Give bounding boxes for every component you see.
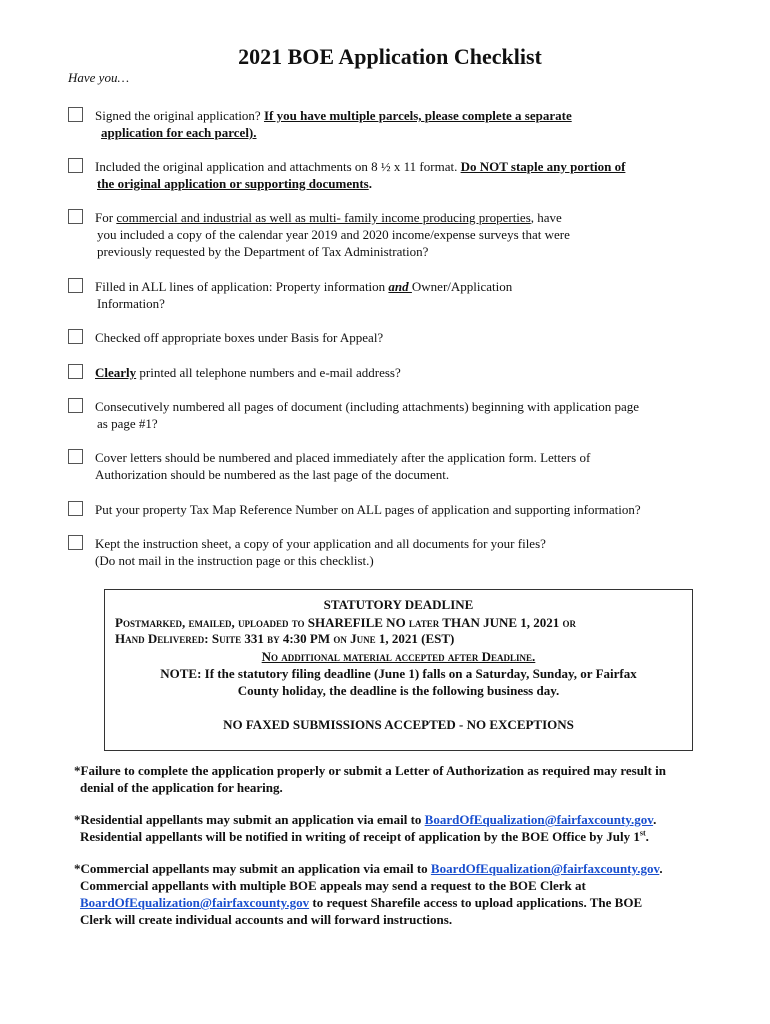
note-text: .: [653, 812, 657, 827]
checkbox[interactable]: [68, 107, 83, 122]
note-text: denial of the application for hearing.: [80, 780, 283, 795]
checkbox[interactable]: [68, 209, 83, 224]
note-text: Clerk will create individual accounts and will forward instructions.: [80, 912, 453, 927]
email-link[interactable]: BoardOfEqualization@fairfaxcounty.gov: [424, 812, 654, 827]
email-link[interactable]: BoardOfEqualization@fairfaxcounty.gov: [430, 861, 660, 876]
item-emphasis: Do NOT staple any portion of: [460, 159, 626, 174]
item-text: printed all telephone numbers and e-mail address?: [136, 365, 401, 380]
deadline-heading: STATUTORY DEADLINE: [323, 597, 474, 612]
item-text: previously requested by the Department of Tax Administration?: [97, 244, 429, 259]
note-text: .: [645, 829, 649, 844]
item-text: (Do not mail in the instruction page or this checklist.): [95, 553, 374, 568]
note-text: .: [659, 861, 663, 876]
note-text: *Failure to complete the application properly or submit a Letter of Authorization as required may result in: [74, 763, 666, 778]
checkbox[interactable]: [68, 158, 83, 173]
item-text: you included a copy of the calendar year 2019 and 2020 income/expense surveys that were: [97, 227, 570, 242]
checkbox[interactable]: [68, 329, 83, 344]
checkbox[interactable]: [68, 501, 83, 516]
commercial-note: [74, 860, 724, 928]
item-text: Put your property Tax Map Reference Number on ALL pages of application and supporting information?: [95, 502, 641, 517]
note-text: *Commercial appellants may submit an application via email to: [74, 861, 431, 876]
residential-note: [74, 811, 724, 845]
deadline-note: County holiday, the deadline is the following business day.: [237, 683, 560, 698]
no-fax-notice: NO FAXED SUBMISSIONS ACCEPTED - NO EXCEPTIONS: [223, 717, 574, 732]
item-text: Consecutively numbered all pages of document (including attachments) beginning with application page: [95, 399, 640, 414]
checkbox[interactable]: [68, 278, 83, 293]
deadline-line-hand-delivered: Hand Delivered: Suite 331 by 4:30 PM on June 1, 2021 (EST): [115, 631, 455, 646]
item-text: Kept the instruction sheet, a copy of your application and all documents for your files?: [95, 536, 546, 551]
checkbox[interactable]: [68, 535, 83, 550]
item-text: Checked off appropriate boxes under Basis for Appeal?: [95, 330, 384, 345]
item-text: Owner/Application: [411, 279, 513, 294]
deadline-note: NOTE: If the statutory filing deadline (June 1) falls on a Saturday, Sunday, or Fairfax: [160, 666, 637, 681]
checkbox[interactable]: [68, 449, 83, 464]
failure-note: [74, 762, 724, 796]
item-underline: commercial and industrial as well as multi- family income producing properties: [116, 210, 531, 225]
item-text: Information?: [97, 296, 165, 311]
email-link[interactable]: BoardOfEqualization@fairfaxcounty.gov: [80, 895, 310, 910]
statutory-deadline-box: [104, 589, 693, 751]
deadline-line-no-material: No additional material accepted after Deadline.: [261, 649, 536, 664]
checkbox[interactable]: [68, 398, 83, 413]
item-text: Signed the original application?: [95, 108, 264, 123]
item-text: , have: [530, 210, 562, 225]
item-emphasis: and: [388, 279, 412, 294]
note-text: Commercial appellants with multiple BOE appeals may send a request to the BOE Clerk at: [80, 878, 586, 893]
item-text: .: [368, 176, 372, 191]
item-text: Filled in ALL lines of application: Property information: [95, 279, 389, 294]
note-superscript: st: [639, 828, 646, 838]
note-text: Residential appellants will be notified in writing of receipt of application by the BOE Office by July 1: [80, 829, 640, 844]
item-text: as page #1?: [97, 416, 158, 431]
item-text: Authorization should be numbered as the last page of the document.: [95, 467, 450, 482]
item-text: For: [95, 210, 117, 225]
checkbox[interactable]: [68, 364, 83, 379]
note-text: *Residential appellants may submit an application via email to: [74, 812, 425, 827]
item-text: Cover letters should be numbered and placed immediately after the application form. Letters of: [95, 450, 591, 465]
item-emphasis: If you have multiple parcels, please complete a separate: [263, 108, 572, 123]
item-emphasis: application for each parcel).: [101, 125, 257, 140]
intro-text: Have you…: [68, 70, 130, 85]
item-text: Included the original application and attachments on 8 ½ x 11 format.: [95, 159, 461, 174]
note-text: to request Sharefile access to upload applications. The BOE: [309, 895, 643, 910]
page-title: 2021 BOE Application Checklist: [238, 44, 542, 69]
deadline-line-postmarked: Postmarked, emailed, uploaded to SHAREFILE NO later THAN JUNE 1, 2021 or: [115, 615, 577, 630]
item-emphasis: Clearly: [95, 365, 137, 380]
item-emphasis: the original application or supporting documents: [97, 176, 369, 191]
